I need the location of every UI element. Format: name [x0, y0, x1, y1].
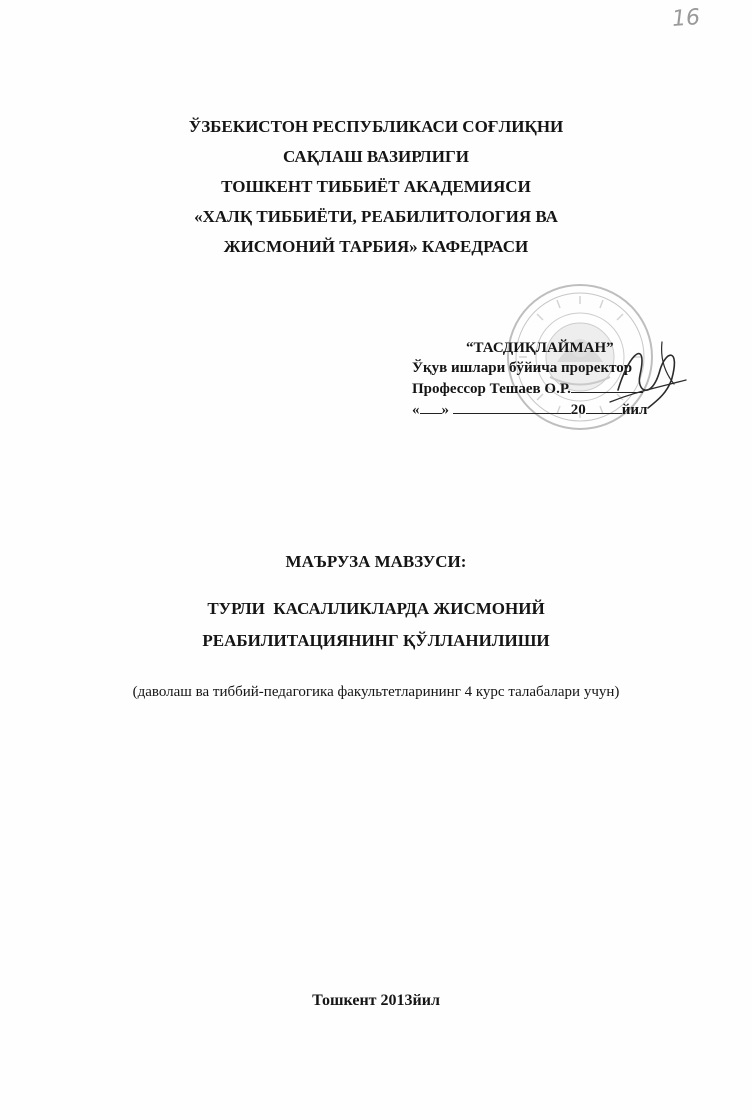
signatory-name-text: Профессор Тешаев О.Р. — [412, 381, 571, 397]
date-open-quote: « — [412, 402, 420, 418]
handwritten-page-number: 16 — [671, 5, 701, 32]
target-audience-note: (даволаш ва тиббий-педагогика факультетларининг 4 курс талабалари учун) — [132, 684, 620, 700]
lecture-topic-title — [0, 593, 752, 657]
place-and-year: Тошкент 2013йил — [312, 992, 440, 1009]
approval-position: Ўқув ишлари бўйича проректор — [412, 360, 633, 376]
lecture-topic-label: МАЪРУЗА МАВЗУСИ: — [285, 552, 467, 571]
date-close-quote: » — [441, 402, 449, 418]
header-line-ministry-1: ЎЗБЕКИСТОН РЕСПУБЛИКАСИ СОҒЛИҚНИ — [188, 117, 564, 136]
day-blank — [420, 399, 442, 414]
header-line-department-2: ЖИСМОНИЙ ТАРБИЯ» КАФЕДРАСИ — [223, 237, 529, 256]
approval-title: “ТАСДИҚЛАЙМАН” — [466, 340, 614, 356]
topic-title-line-2: РЕАБИЛИТАЦИЯНИНГ ҚЎЛЛАНИЛИШИ — [202, 631, 550, 650]
month-blank — [453, 399, 571, 414]
institution-header — [0, 112, 752, 262]
header-line-academy: ТОШКЕНТ ТИББИЁТ АКАДЕМИЯСИ — [221, 177, 531, 196]
year-prefix: 20 — [570, 402, 586, 418]
topic-title-line-1: ТУРЛИ КАСАЛЛИКЛАРДА ЖИСМОНИЙ — [207, 599, 545, 618]
year-suffix: йил — [621, 402, 648, 418]
header-line-department-1: «ХАЛҚ ТИББИЁТИ, РЕАБИЛИТОЛОГИЯ ВА — [194, 207, 558, 226]
handwritten-signature — [600, 330, 690, 420]
header-line-ministry-2: САҚЛАШ ВАЗИРЛИГИ — [283, 147, 469, 166]
